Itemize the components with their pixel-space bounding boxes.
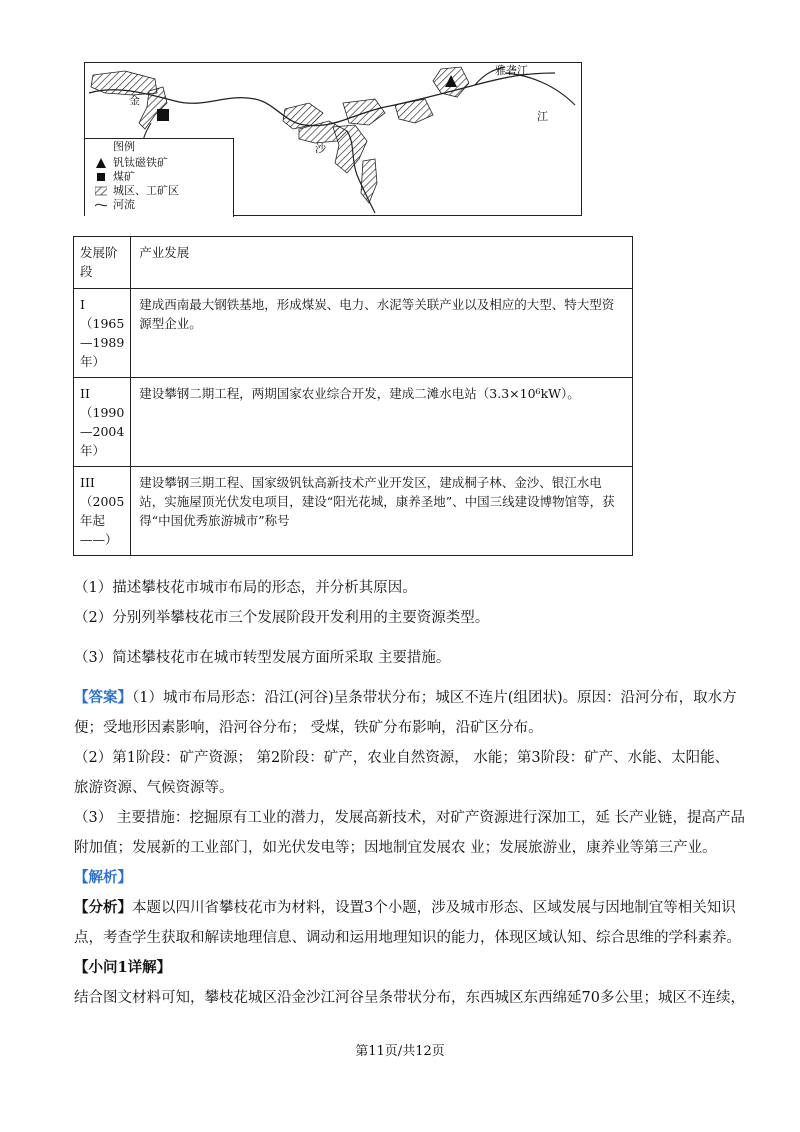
- square-icon: [95, 172, 107, 182]
- stage-cell: I（1965—1989年）: [74, 289, 131, 378]
- answer-line-3: （2）第1阶段：矿产资源； 第2阶段：矿产，农业自然资源， 水能；第3阶段：矿产、水能、太阳能、: [74, 750, 730, 766]
- legend-label: 河流: [113, 198, 135, 211]
- question-2: （2）分别列举攀枝花市三个发展阶段开发利用的主要资源类型。: [74, 610, 490, 626]
- industry-cell: 建成西南最大钢铁基地，形成煤炭、电力、水泥等关联产业以及相应的大型、特大型资源型企业。: [131, 289, 633, 378]
- development-stage-table: [73, 236, 633, 556]
- table-header-row: [74, 237, 633, 289]
- urban-area: [91, 71, 157, 95]
- page-number: 第11页/共12页: [355, 1044, 445, 1059]
- header-stage: 发展阶段: [74, 237, 131, 289]
- urban-area: [395, 99, 433, 123]
- answer-line-6: 附加值；发展新的工业部门，如光伏发电等；因地制宜发展农 业；发展旅游业，康养业等第三产业。: [74, 840, 717, 856]
- question-1: （1）描述攀枝花市城市布局的形态，并分析其原因。: [74, 580, 417, 596]
- table-row: [74, 378, 633, 467]
- legend-item: [95, 157, 168, 169]
- map-legend: [85, 138, 234, 217]
- hatch-icon: [95, 186, 107, 196]
- coal-mine-symbol: [157, 109, 169, 121]
- river: [505, 73, 575, 105]
- triangle-icon: [95, 158, 107, 168]
- answer-line-5: （3） 主要措施：挖掘原有工业的潜力，发展高新技术，对矿产资源进行深加工，延 长产业链，提高产品: [74, 810, 745, 826]
- fenxi-tag: 【分析】: [74, 899, 132, 916]
- legend-label: 煤矿: [113, 170, 135, 183]
- label-jiang: 江: [537, 110, 548, 123]
- label-yalong-river: 雅砻江: [495, 64, 528, 77]
- header-industry: 产业发展: [131, 237, 633, 289]
- answer-tag: 【答案】: [74, 689, 132, 706]
- legend-item: [95, 199, 135, 211]
- answer-line-2: 便；受地形因素影响，沿河谷分布； 受煤，铁矿分布影响，沿矿区分布。: [74, 720, 543, 736]
- urban-area: [333, 125, 367, 173]
- industry-cell: 建设攀钢三期工程、国家级钒钛高新技术产业开发区，建成桐子林、金沙、银江水电站，实施屋顶光伏发电项目，建设“阳光花城，康养圣地”、中国三线建设博物馆等，获得“中国优秀旅游城市”称号: [131, 467, 633, 556]
- answer-line-4: 旅游资源、气候资源等。: [74, 780, 234, 796]
- urban-area: [361, 159, 377, 203]
- stage-cell: II（1990—2004年）: [74, 378, 131, 467]
- sub-question-1-tag: 【小问1详解】: [74, 959, 172, 976]
- legend-label: 城区、工矿区: [113, 184, 179, 197]
- answer-line-1: [74, 688, 737, 708]
- question-3: （3）简述攀枝花市在城市转型发展方面所采取 主要措施。: [74, 650, 451, 666]
- label-sha: 沙: [315, 142, 326, 155]
- label-jin: 金: [129, 94, 140, 107]
- analysis-line-2: 点，考查学生获取和解读地理信息、调动和运用地理知识的能力，体现区域认知、综合思维的学科素养。: [74, 930, 741, 946]
- legend-item: [95, 185, 179, 197]
- analysis-tag: 【解析】: [74, 869, 132, 886]
- table-row: [74, 467, 633, 556]
- legend-item: [95, 171, 135, 183]
- urban-area: [343, 99, 385, 125]
- analysis-line-1: [74, 898, 736, 918]
- legend-label: 钒钛磁铁矿: [113, 156, 168, 169]
- detail-line-1: 结合图文材料可知，攀枝花城区沿金沙江河谷呈条带状分布，东西城区东西绵延70多公里；城区不连续，: [74, 990, 745, 1006]
- answer-text: （1）城市布局形态：沿江(河谷)呈条带状分布；城区不连片(组团状)。原因：沿河分布，取水方: [132, 690, 737, 706]
- map-figure: [84, 62, 582, 216]
- legend-title: 图例: [113, 140, 135, 153]
- industry-cell: 建设攀钢二期工程，两期国家农业综合开发，建成二滩水电站（3.3×10⁶kW）。: [131, 378, 633, 467]
- stage-cell: III（2005年起——）: [74, 467, 131, 556]
- wave-icon: [95, 201, 107, 209]
- table-row: [74, 289, 633, 378]
- fenxi-text: 本题以四川省攀枝花市为材料，设置3个小题，涉及城市形态、区域发展与因地制宜等相关知识: [132, 900, 736, 916]
